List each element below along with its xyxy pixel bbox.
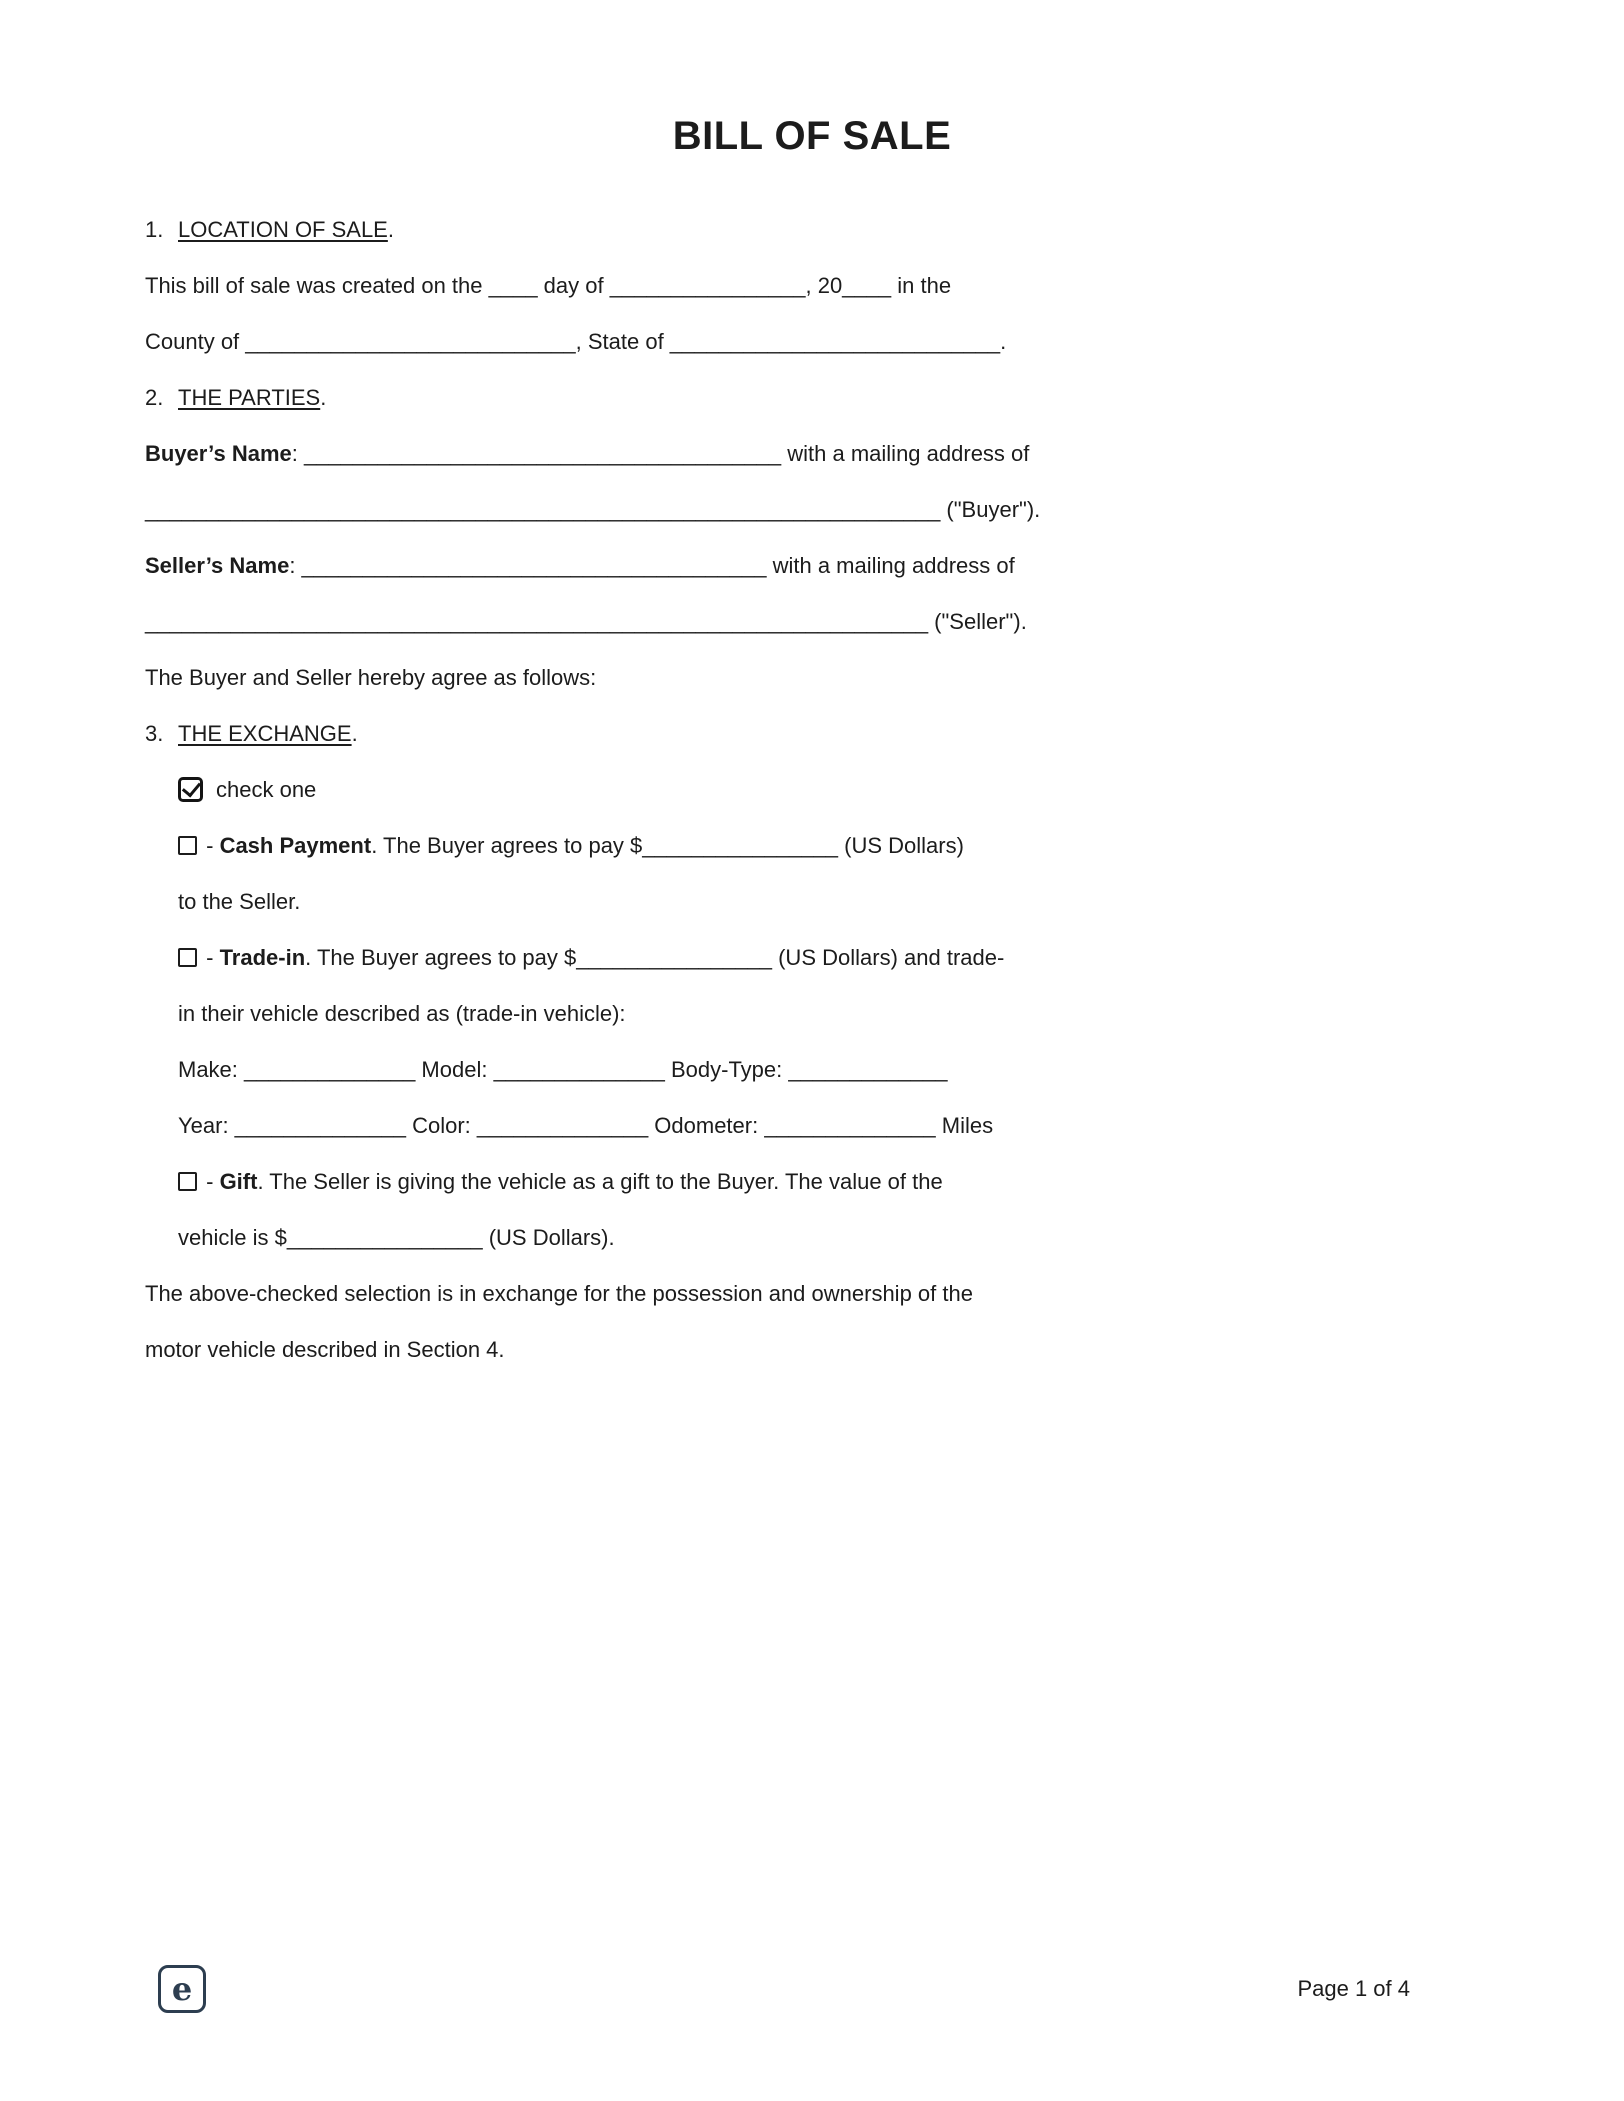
buyer-address-line: _________________________________________________________________ ("Buyer"). bbox=[145, 497, 1041, 522]
section-1-heading-period: . bbox=[387, 217, 394, 242]
section-2-heading bbox=[145, 370, 1479, 426]
section-1-number: 1. bbox=[145, 217, 164, 242]
cash-payment-rest: . The Buyer agrees to pay $________________ (US Dollars) bbox=[371, 833, 964, 858]
location-sale-line-2: County of ___________________________, State of ___________________________. bbox=[145, 329, 1007, 354]
buyer-name-rest: : _______________________________________ with a mailing address of bbox=[291, 441, 1030, 466]
seller-name-label: Seller’s Name bbox=[145, 553, 290, 578]
cash-payment-line-1 bbox=[145, 818, 1479, 874]
eforms-logo bbox=[158, 1965, 206, 2013]
buyer-name-label: Buyer’s Name bbox=[145, 441, 292, 466]
check-one-label: check one bbox=[216, 777, 317, 802]
cash-payment-label: Cash Payment bbox=[219, 833, 372, 858]
checkbox-checked-icon bbox=[178, 777, 203, 802]
seller-name-rest: : ______________________________________ with a mailing address of bbox=[289, 553, 1015, 578]
closing-line-2: motor vehicle described in Section 4. bbox=[145, 1337, 505, 1362]
section-2-number: 2. bbox=[145, 385, 164, 410]
section-3-number: 3. bbox=[145, 721, 164, 746]
section-3-heading bbox=[145, 706, 1479, 762]
seller-address-line: ________________________________________________________________ ("Seller"). bbox=[145, 609, 1027, 634]
check-one-line bbox=[145, 762, 1479, 818]
seller-name-line bbox=[145, 538, 1479, 594]
checkbox-empty-icon bbox=[178, 948, 197, 967]
trade-in-line-1 bbox=[145, 930, 1479, 986]
location-sale-line-1: This bill of sale was created on the ____ day of ________________, 20____ in the bbox=[145, 273, 952, 298]
gift-separator: - bbox=[200, 1169, 220, 1194]
agreement-line: The Buyer and Seller hereby agree as follows: bbox=[145, 665, 597, 690]
section-1-heading-text: LOCATION OF SALE bbox=[178, 217, 388, 242]
section-3-heading-text: THE EXCHANGE bbox=[178, 721, 352, 746]
trade-in-fields-line-2: Year: ______________ Color: ______________ Odometer: ______________ Miles bbox=[178, 1113, 994, 1138]
section-2-heading-text: THE PARTIES bbox=[178, 385, 321, 410]
gift-line-2: vehicle is $________________ (US Dollars). bbox=[178, 1225, 615, 1250]
page-indicator: Page 1 of 4 bbox=[1297, 1976, 1410, 2001]
trade-separator: - bbox=[200, 945, 220, 970]
trade-in-fields-line-1: Make: ______________ Model: ______________ Body-Type: _____________ bbox=[178, 1057, 948, 1082]
cash-payment-line-2: to the Seller. bbox=[178, 889, 301, 914]
gift-label: Gift bbox=[219, 1169, 258, 1194]
logo-letter: e bbox=[171, 1970, 193, 2008]
checkbox-empty-icon bbox=[178, 836, 197, 855]
footer bbox=[158, 1965, 1410, 2013]
document-content bbox=[145, 112, 1479, 1378]
gift-rest: . The Seller is giving the vehicle as a gift to the Buyer. The value of the bbox=[257, 1169, 943, 1194]
checkbox-empty-icon bbox=[178, 1172, 197, 1191]
gift-line-1 bbox=[145, 1154, 1479, 1210]
document-title: BILL OF SALE bbox=[672, 114, 952, 158]
trade-in-rest: . The Buyer agrees to pay $________________ (US Dollars) and trade- bbox=[305, 945, 1005, 970]
section-1-heading bbox=[145, 202, 1479, 258]
cash-separator: - bbox=[200, 833, 220, 858]
trade-in-label: Trade-in bbox=[219, 945, 306, 970]
closing-line-1: The above-checked selection is in exchange for the possession and ownership of the bbox=[145, 1281, 973, 1306]
buyer-name-line bbox=[145, 426, 1479, 482]
section-2-heading-period: . bbox=[320, 385, 327, 410]
trade-in-line-2: in their vehicle described as (trade-in vehicle): bbox=[178, 1001, 626, 1026]
section-3-heading-period: . bbox=[351, 721, 358, 746]
